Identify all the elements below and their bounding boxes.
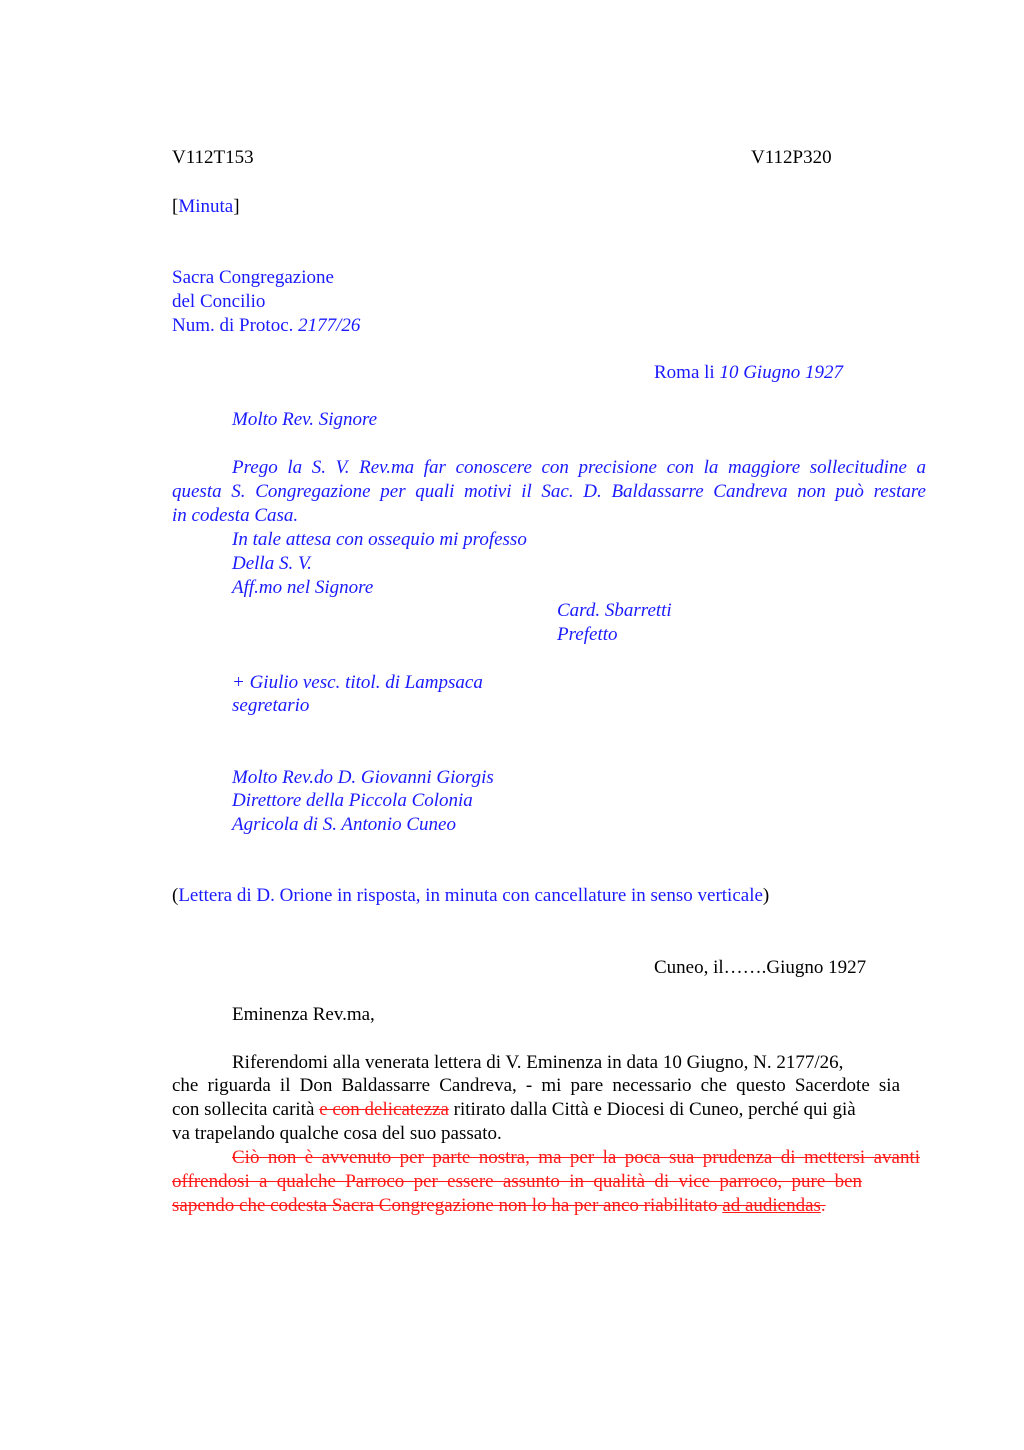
reply-p2-line1: Ciò non è avvenuto per parte nostra, ma per la poca sua prudenza di mettersi avanti bbox=[232, 1147, 920, 1168]
reply-salutation: Eminenza Rev.ma, bbox=[232, 1004, 375, 1025]
reply-p2-line3-period: . bbox=[820, 1195, 826, 1216]
reply-p1-line1: Riferendomi alla venerata lettera di V. Eminenza in data 10 Giugno, N. 2177/26, bbox=[232, 1052, 844, 1073]
recipient-line1: Molto Rev.do D. Giovanni Giorgis bbox=[232, 767, 494, 788]
first-letter-body-line1: Prego la S. V. Rev.ma far conoscere con precisione con la maggiore sollecitudine a bbox=[232, 457, 926, 478]
letterhead-line2: del Concilio bbox=[172, 291, 266, 312]
note-text: Lettera di D. Orione in risposta, in minuta con cancellature in senso verticale bbox=[178, 885, 763, 906]
letterhead-protocol bbox=[172, 314, 360, 338]
rome-date: 10 Giugno 1927 bbox=[719, 362, 843, 383]
reply-p2-line3-start: sapendo che codesta Sacra Congregazione non lo ha per anco riabilitato bbox=[172, 1195, 723, 1216]
reply-p1-line3-start: con sollecita carità bbox=[172, 1099, 320, 1120]
recipient-line2: Direttore della Piccola Colonia bbox=[232, 790, 473, 811]
minuta-open-bracket: [ bbox=[172, 196, 179, 217]
editorial-note bbox=[172, 884, 769, 908]
signature-name: Card. Sbarretti bbox=[557, 600, 672, 621]
secretary-title: segretario bbox=[232, 695, 310, 716]
minuta-word: Minuta bbox=[178, 196, 234, 217]
header-left-code: V112T153 bbox=[172, 147, 254, 168]
reply-p1-line3 bbox=[172, 1098, 856, 1122]
reply-p1-line4: va trapelando qualche cosa del suo passato. bbox=[172, 1123, 502, 1144]
recipient-line3: Agricola di S. Antonio Cuneo bbox=[232, 814, 456, 835]
reply-p1-line3-end: ritirato dalla Città e Diocesi di Cuneo, perché qui già bbox=[448, 1099, 856, 1120]
struck-phrase: e con delicatezza bbox=[319, 1099, 449, 1120]
note-close-paren: ) bbox=[762, 885, 770, 906]
first-letter-body-line2: questa S. Congregazione per quali motivi il Sac. D. Baldassarre Candreva non può restare bbox=[172, 481, 926, 502]
protocol-number: 2177/26 bbox=[298, 315, 361, 336]
rome-date-line bbox=[654, 361, 843, 385]
first-letter-salutation: Molto Rev. Signore bbox=[232, 409, 378, 430]
reply-p1-line2: che riguarda il Don Baldassarre Candreva, - mi pare necessario che questo Sacerdote sia bbox=[172, 1075, 900, 1096]
reply-date-line: Cuneo, il…….Giugno 1927 bbox=[654, 957, 867, 978]
letterhead-line1: Sacra Congregazione bbox=[172, 267, 334, 288]
first-letter-body-line3: in codesta Casa. bbox=[172, 505, 299, 526]
first-letter-closing1: In tale attesa con ossequio mi professo bbox=[232, 529, 527, 550]
minuta-close-bracket: ] bbox=[233, 196, 240, 217]
rome-date-prefix: Roma li bbox=[654, 362, 720, 383]
secretary-name: + Giulio vesc. titol. di Lampsaca bbox=[232, 672, 483, 693]
first-letter-closing3: Aff.mo nel Signore bbox=[232, 577, 374, 598]
minuta-label bbox=[172, 195, 240, 219]
ad-audiendas-phrase: ad audiendas bbox=[722, 1195, 821, 1216]
first-letter-closing2: Della S. V. bbox=[232, 553, 312, 574]
reply-p2-line2: offrendosi a qualche Parroco per essere assunto in qualità di vice parroco, pure ben bbox=[172, 1171, 862, 1192]
note-open-paren: ( bbox=[172, 885, 179, 906]
header-right-code: V112P320 bbox=[751, 147, 832, 168]
protocol-label: Num. di Protoc. bbox=[172, 315, 299, 336]
signature-title: Prefetto bbox=[557, 624, 618, 645]
reply-p2-line3 bbox=[172, 1194, 826, 1218]
